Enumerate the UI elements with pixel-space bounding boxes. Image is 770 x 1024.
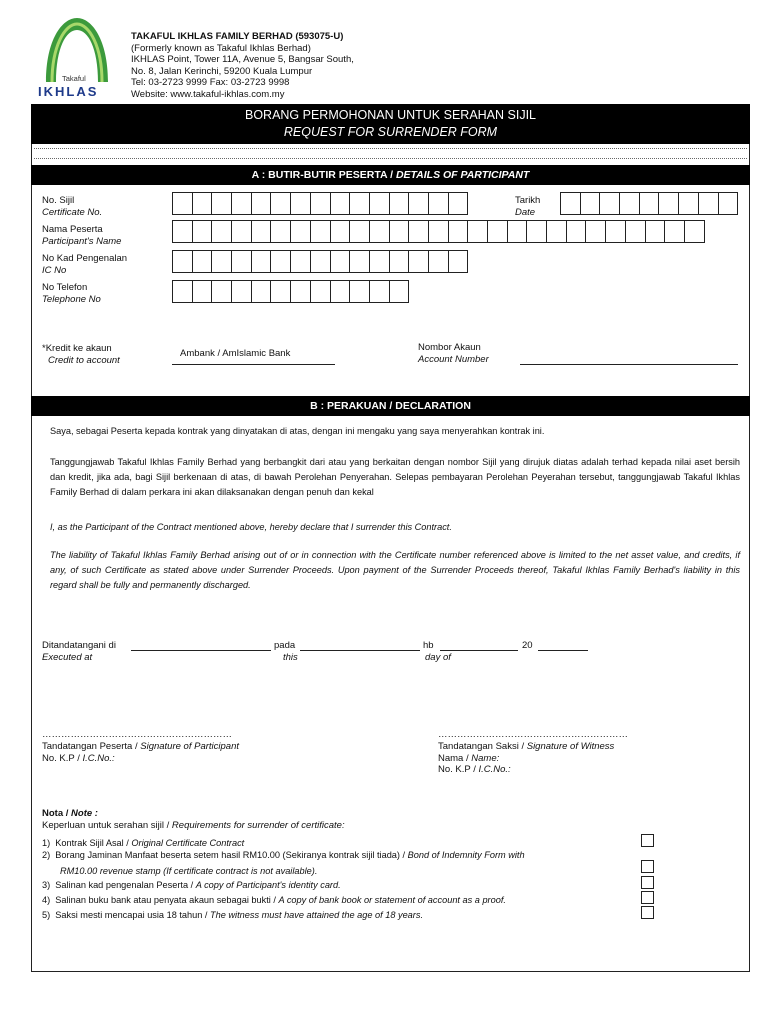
divider bbox=[34, 148, 747, 149]
nama-label-english: Name: bbox=[471, 752, 500, 764]
certificate-label bbox=[42, 195, 102, 218]
account-number-line[interactable] bbox=[520, 364, 738, 365]
year-line[interactable] bbox=[538, 650, 588, 651]
certificate-label-english: Certificate No. bbox=[42, 206, 103, 218]
company-tel: Tel: 03-2723 9999 Fax: 03-2723 9998 bbox=[131, 77, 290, 88]
hb-line[interactable] bbox=[440, 650, 518, 651]
name-label-english: Participant's Name bbox=[42, 235, 122, 247]
phone-label bbox=[42, 282, 101, 305]
executed-label-english: Executed at bbox=[42, 651, 93, 663]
takaful-ikhlas-logo bbox=[32, 10, 122, 98]
pada-label-malay: pada bbox=[274, 640, 296, 651]
declaration-p3: I, as the Participant of the Contract mentioned above, hereby declare that I surrender this Contract. bbox=[50, 522, 452, 532]
list-item bbox=[42, 895, 506, 907]
declaration-p4: The liability of Takaful Ikhlas Family Berhad arising out of or in connection with the Certificate number referenced above is limited to the net asset value, and credits, if any, of such Certificate as stated above under Surrender Proceeds. Upon payment of the Surrender Proceeds thereof, Takaful Ikhlas Family Berhad's liability in this regard shall be fully and permanently discharged. bbox=[50, 550, 740, 590]
list-item bbox=[42, 838, 244, 850]
hb-label bbox=[423, 640, 451, 663]
day-of-label-english: day of bbox=[425, 651, 451, 663]
company-formerly: (Formerly known as Takaful Ikhlas Berhad) bbox=[131, 42, 311, 54]
phone-label-malay: No Telefon bbox=[42, 282, 88, 293]
sig-witness-english: Signature of Witness bbox=[526, 741, 615, 752]
section-a-heading bbox=[31, 165, 750, 185]
item-english: A copy of bank book or statement of account as a proof. bbox=[278, 895, 506, 905]
declaration-p1: Saya, sebagai Peserta kepada kontrak yang dinyatakan di atas, dengan ini mengaku yang saya menyerahkan kontrak ini. bbox=[50, 426, 545, 436]
hb-label-malay: hb bbox=[423, 640, 434, 651]
ic-no-boxes[interactable] bbox=[172, 250, 467, 273]
pada-label bbox=[274, 640, 298, 663]
ic-label-malay: No Kad Pengenalan bbox=[42, 253, 128, 264]
witness-signature-label bbox=[438, 741, 614, 776]
date-label-english: Date bbox=[515, 206, 536, 218]
item-malay: Saksi mesti mencapai usia 18 tahun / bbox=[55, 910, 211, 920]
section-a-heading-malay: A : BUTIR-BUTIR PESERTA / bbox=[251, 169, 396, 181]
ic-label-english: IC No bbox=[42, 264, 67, 276]
checkbox-item-4[interactable] bbox=[641, 891, 654, 904]
item-number: 4) bbox=[42, 895, 51, 905]
certificate-label-malay: No. Sijil bbox=[42, 195, 75, 206]
section-a-heading-english: DETAILS OF PARTICIPANT bbox=[395, 169, 530, 181]
this-label-english: this bbox=[283, 651, 298, 663]
kp-label: No. K.P / bbox=[42, 752, 83, 764]
item-malay: Salinan kad pengenalan Peserta / bbox=[55, 880, 196, 890]
form-title-malay: BORANG PERMOHONAN UNTUK SERAHAN SIJIL bbox=[244, 108, 536, 122]
participant-signature-dots[interactable]: …………………………………………………… bbox=[42, 729, 232, 740]
witness-kp-label: No. K.P / bbox=[438, 764, 479, 775]
certificate-no-boxes[interactable] bbox=[172, 192, 467, 215]
bank-name: Ambank / AmIslamic Bank bbox=[180, 348, 291, 359]
requirements-malay: Keperluan untuk serahan sijil / bbox=[42, 819, 172, 831]
witness-kp-english: I.C.No.: bbox=[478, 764, 511, 775]
pada-line[interactable] bbox=[300, 650, 420, 651]
sig-witness-malay: Tandatangan Saksi / bbox=[438, 741, 527, 752]
sig-participant-english: Signature of Participant bbox=[140, 741, 240, 752]
name-label bbox=[42, 224, 121, 247]
item-number: 5) bbox=[42, 910, 51, 920]
phone-no-boxes[interactable] bbox=[172, 280, 408, 303]
nama-label: Nama / bbox=[438, 752, 472, 764]
form-title bbox=[31, 104, 750, 144]
executed-at-line[interactable] bbox=[131, 650, 271, 651]
sig-participant-malay: Tandatangan Peserta / bbox=[42, 741, 141, 752]
ic-label bbox=[42, 253, 127, 276]
credit-label bbox=[42, 343, 120, 366]
item-malay: Salinan buku bank atau penyata akaun sebagai bukti / bbox=[55, 895, 279, 905]
date-label-malay: Tarikh bbox=[515, 195, 541, 206]
requirements-english: Requirements for surrender of certificate: bbox=[171, 819, 345, 831]
account-label-malay: Nombor Akaun bbox=[418, 342, 481, 353]
account-label bbox=[418, 342, 489, 365]
participant-signature-label bbox=[42, 741, 239, 764]
divider bbox=[34, 158, 747, 159]
note-heading bbox=[42, 808, 345, 831]
name-label-malay: Nama Peserta bbox=[42, 224, 103, 235]
item-number: 3) bbox=[42, 880, 51, 890]
item-malay: Kontrak Sijil Asal / bbox=[55, 838, 132, 848]
participant-name-boxes[interactable] bbox=[172, 220, 704, 243]
checkbox-item-2[interactable] bbox=[641, 860, 654, 873]
account-label-english: Account Number bbox=[418, 353, 489, 365]
item-number: 1) bbox=[42, 838, 51, 848]
svg-text:IKHLAS: IKHLAS bbox=[38, 84, 99, 98]
credit-label-malay: *Kredit ke akaun bbox=[42, 343, 112, 354]
item-english: The witness must have attained the age of 18 years. bbox=[210, 910, 423, 920]
section-b-heading: B : PERAKUAN / DECLARATION bbox=[31, 396, 750, 416]
credit-label-english: Credit to account bbox=[48, 354, 120, 366]
list-item bbox=[42, 910, 423, 922]
declaration-p2: Tanggungjawab Takaful Ikhlas Family Berhad yang berbangkit dari atau yang berkaitan dengan nombor Sijil yang dirujuk diatas adalah terhad kepada nilai aset bersih dan kredit, jika ada, bagi Sijil berkenaan di atas, di bawah Perolehan Penyerahan. Selepas pembayaran Perolehan Peyerahan tersebut, tanggungjawab Takaful Ikhlas Family Berhad di dalam perkara ini akan dilaksanakan dengan penuh dan kekal bbox=[50, 457, 740, 497]
item-english-continued: RM10.00 revenue stamp (If certificate contract is not available). bbox=[60, 865, 318, 876]
bank-line[interactable] bbox=[172, 364, 335, 365]
executed-label bbox=[42, 640, 116, 663]
item-english: A copy of Participant's identity card. bbox=[195, 880, 341, 890]
executed-label-malay: Ditandatangani di bbox=[42, 640, 116, 651]
year-label: 20 bbox=[522, 640, 533, 651]
witness-signature-dots[interactable]: …………………………………………………… bbox=[438, 729, 628, 740]
date-label bbox=[515, 195, 540, 218]
checkbox-item-1[interactable] bbox=[641, 834, 654, 847]
item-english: Bond of Indemnity Form with bbox=[407, 850, 525, 860]
checkbox-item-3[interactable] bbox=[641, 876, 654, 889]
kp-label-english: I.C.No.: bbox=[82, 752, 115, 764]
svg-text:Takaful: Takaful bbox=[62, 74, 86, 83]
item-malay: Borang Jaminan Manfaat beserta setem hasil RM10.00 (Sekiranya kontrak sijil tiada) / bbox=[55, 850, 408, 860]
note-title-english: Note : bbox=[71, 808, 98, 819]
list-item bbox=[42, 850, 525, 877]
checkbox-item-5[interactable] bbox=[641, 906, 654, 919]
company-address-1: IKHLAS Point, Tower 11A, Avenue 5, Bangsar South, bbox=[131, 54, 354, 65]
note-title-malay: Nota / bbox=[42, 808, 72, 819]
list-item bbox=[42, 880, 341, 892]
item-number: 2) bbox=[42, 850, 51, 860]
form-title-english: REQUEST FOR SURRENDER FORM bbox=[283, 125, 498, 139]
item-english: Original Certificate Contract bbox=[131, 838, 245, 848]
company-name: TAKAFUL IKHLAS FAMILY BERHAD (593075-U) bbox=[131, 31, 344, 42]
company-info bbox=[131, 31, 354, 100]
company-website: Website: www.takaful-ikhlas.com.my bbox=[131, 88, 285, 100]
company-address-2: No. 8, Jalan Kerinchi, 59200 Kuala Lumpur bbox=[131, 65, 313, 77]
date-boxes[interactable] bbox=[560, 192, 737, 215]
phone-label-english: Telephone No bbox=[42, 293, 101, 305]
